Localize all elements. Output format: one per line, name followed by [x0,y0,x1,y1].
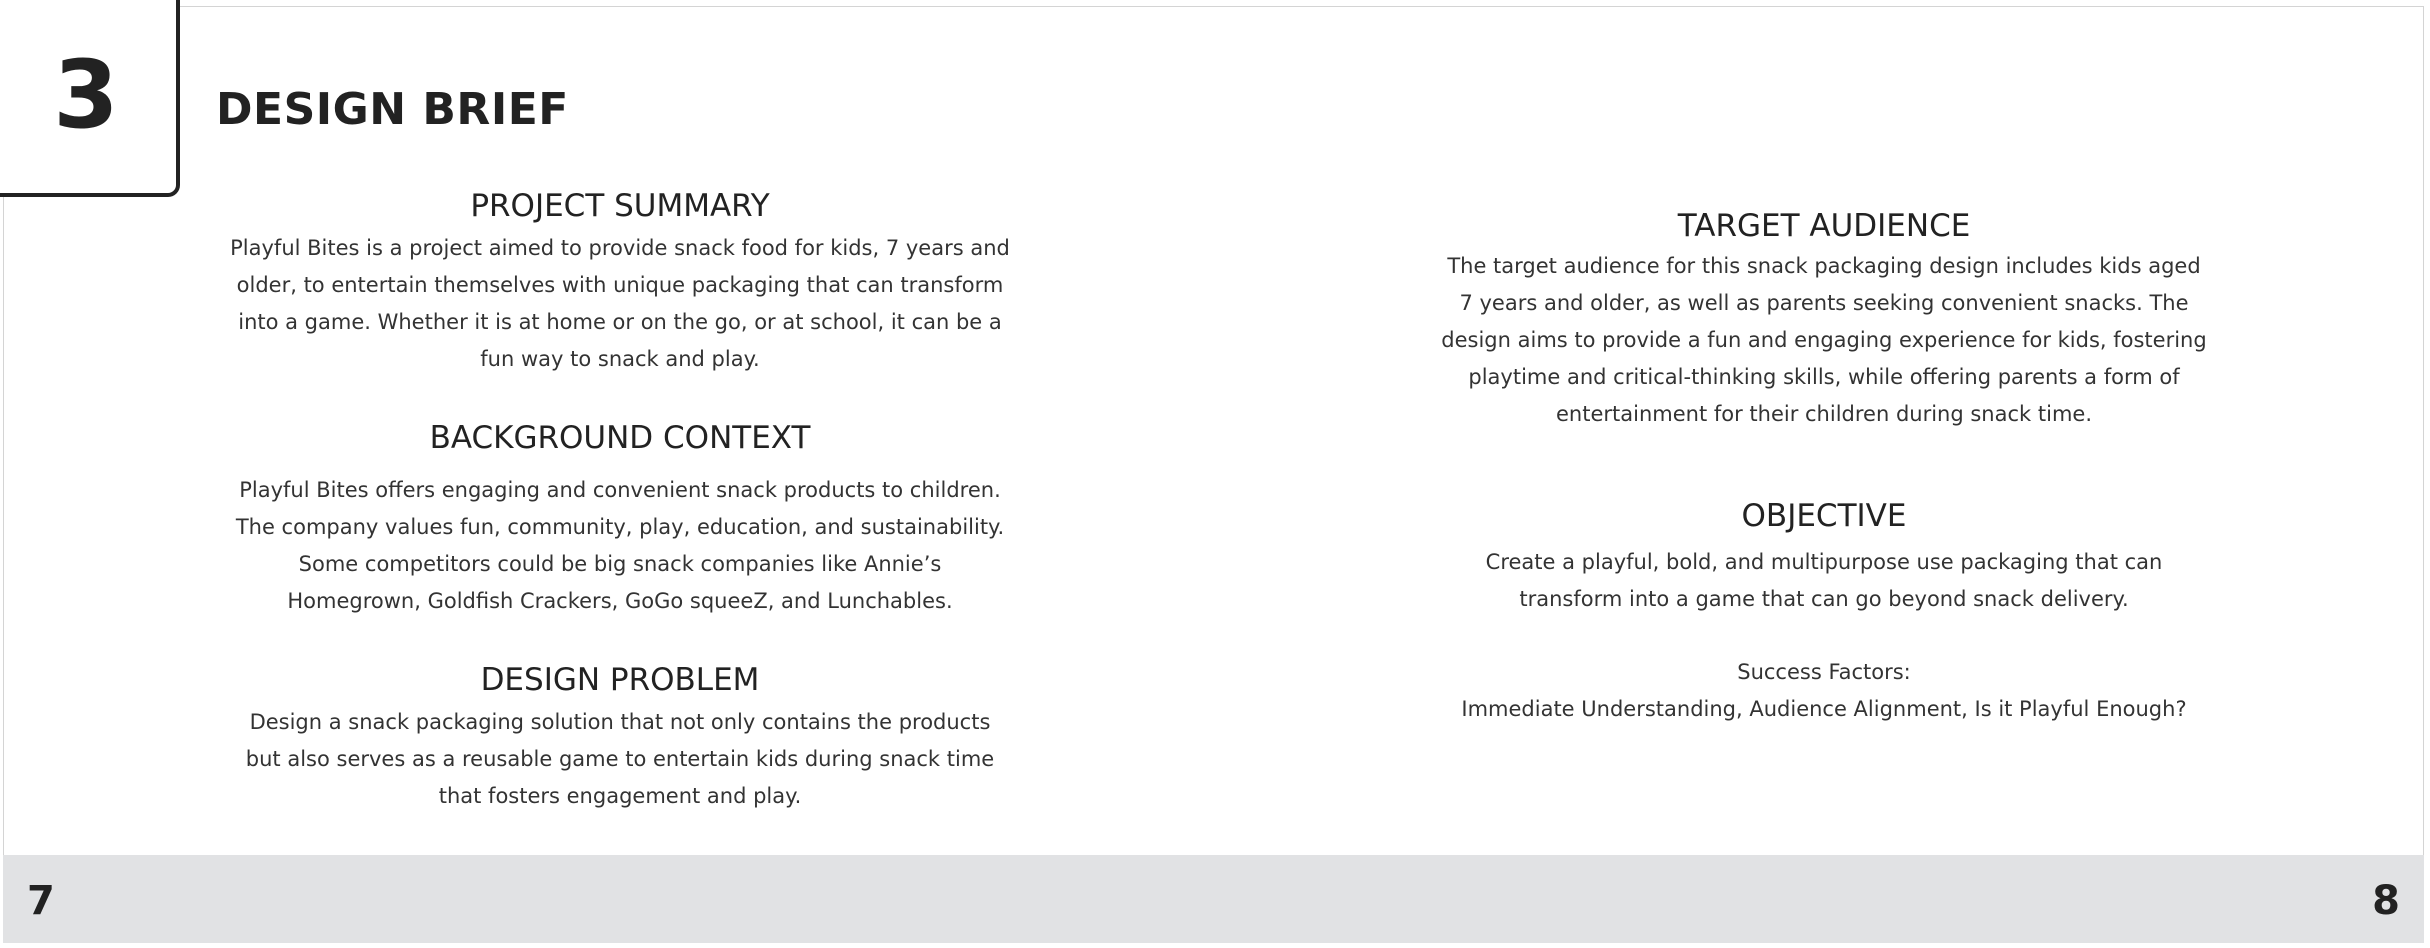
objective-section [1404,496,2244,728]
target-audience-section [1404,206,2244,433]
project-summary-line: into a game. Whether it is at home or on the go, or at school, it can be a [238,310,1002,334]
project-summary-line: fun way to snack and play. [480,347,760,371]
target-audience-line: entertainment for their children during snack time. [1556,402,2092,426]
project-summary-line: Playful Bites is a project aimed to provide snack food for kids, 7 years and [230,236,1010,260]
objective-line: transform into a game that can go beyond snack delivery. [1519,587,2129,611]
background-context-heading: BACKGROUND CONTEXT [429,420,811,456]
background-context-line: The company values fun, community, play, education, and sustainability. [235,515,1005,539]
project-summary-section [200,186,1040,378]
chapter-number: 3 [53,41,119,150]
target-audience-line: design aims to provide a fun and engaging experience for kids, fostering [1441,328,2207,352]
success-factors-label: Success Factors: [1737,660,1911,684]
design-problem-heading: DESIGN PROBLEM [480,662,760,698]
background-context-line: Some competitors could be big snack companies like Annie’s [298,552,942,576]
page-number-left: 7 [27,878,55,924]
target-audience-line: 7 years and older, as well as parents seeking convenient snacks. The [1459,291,2189,315]
footer-bar [3,855,2424,943]
objective-heading: OBJECTIVE [1741,498,1907,534]
background-context-line: Playful Bites offers engaging and convenient snack products to children. [239,478,1001,502]
success-factors-list: Immediate Understanding, Audience Alignment, Is it Playful Enough? [1461,697,2187,721]
target-audience-line: The target audience for this snack packaging design includes kids aged [1447,254,2201,278]
project-summary-line: older, to entertain themselves with unique packaging that can transform [236,273,1004,297]
design-problem-line: but also serves as a reusable game to entertain kids during snack time [245,747,995,771]
design-problem-section [200,660,1040,815]
target-audience-line: playtime and critical-thinking skills, while offering parents a form of [1468,365,2180,389]
objective-line: Create a playful, bold, and multipurpose use packaging that can [1485,550,2163,574]
page-title: DESIGN BRIEF [216,84,569,135]
design-problem-line: that fosters engagement and play. [438,784,802,808]
design-problem-line: Design a snack packaging solution that not only contains the products [249,710,991,734]
chapter-number-box [0,0,180,197]
background-context-line: Homegrown, Goldfish Crackers, GoGo squeeZ, and Lunchables. [287,589,953,613]
page-number-right: 8 [2372,878,2400,924]
page-fold [1214,6,1215,855]
project-summary-heading: PROJECT SUMMARY [470,188,770,224]
background-context-section [200,418,1040,620]
target-audience-heading: TARGET AUDIENCE [1677,208,1971,244]
